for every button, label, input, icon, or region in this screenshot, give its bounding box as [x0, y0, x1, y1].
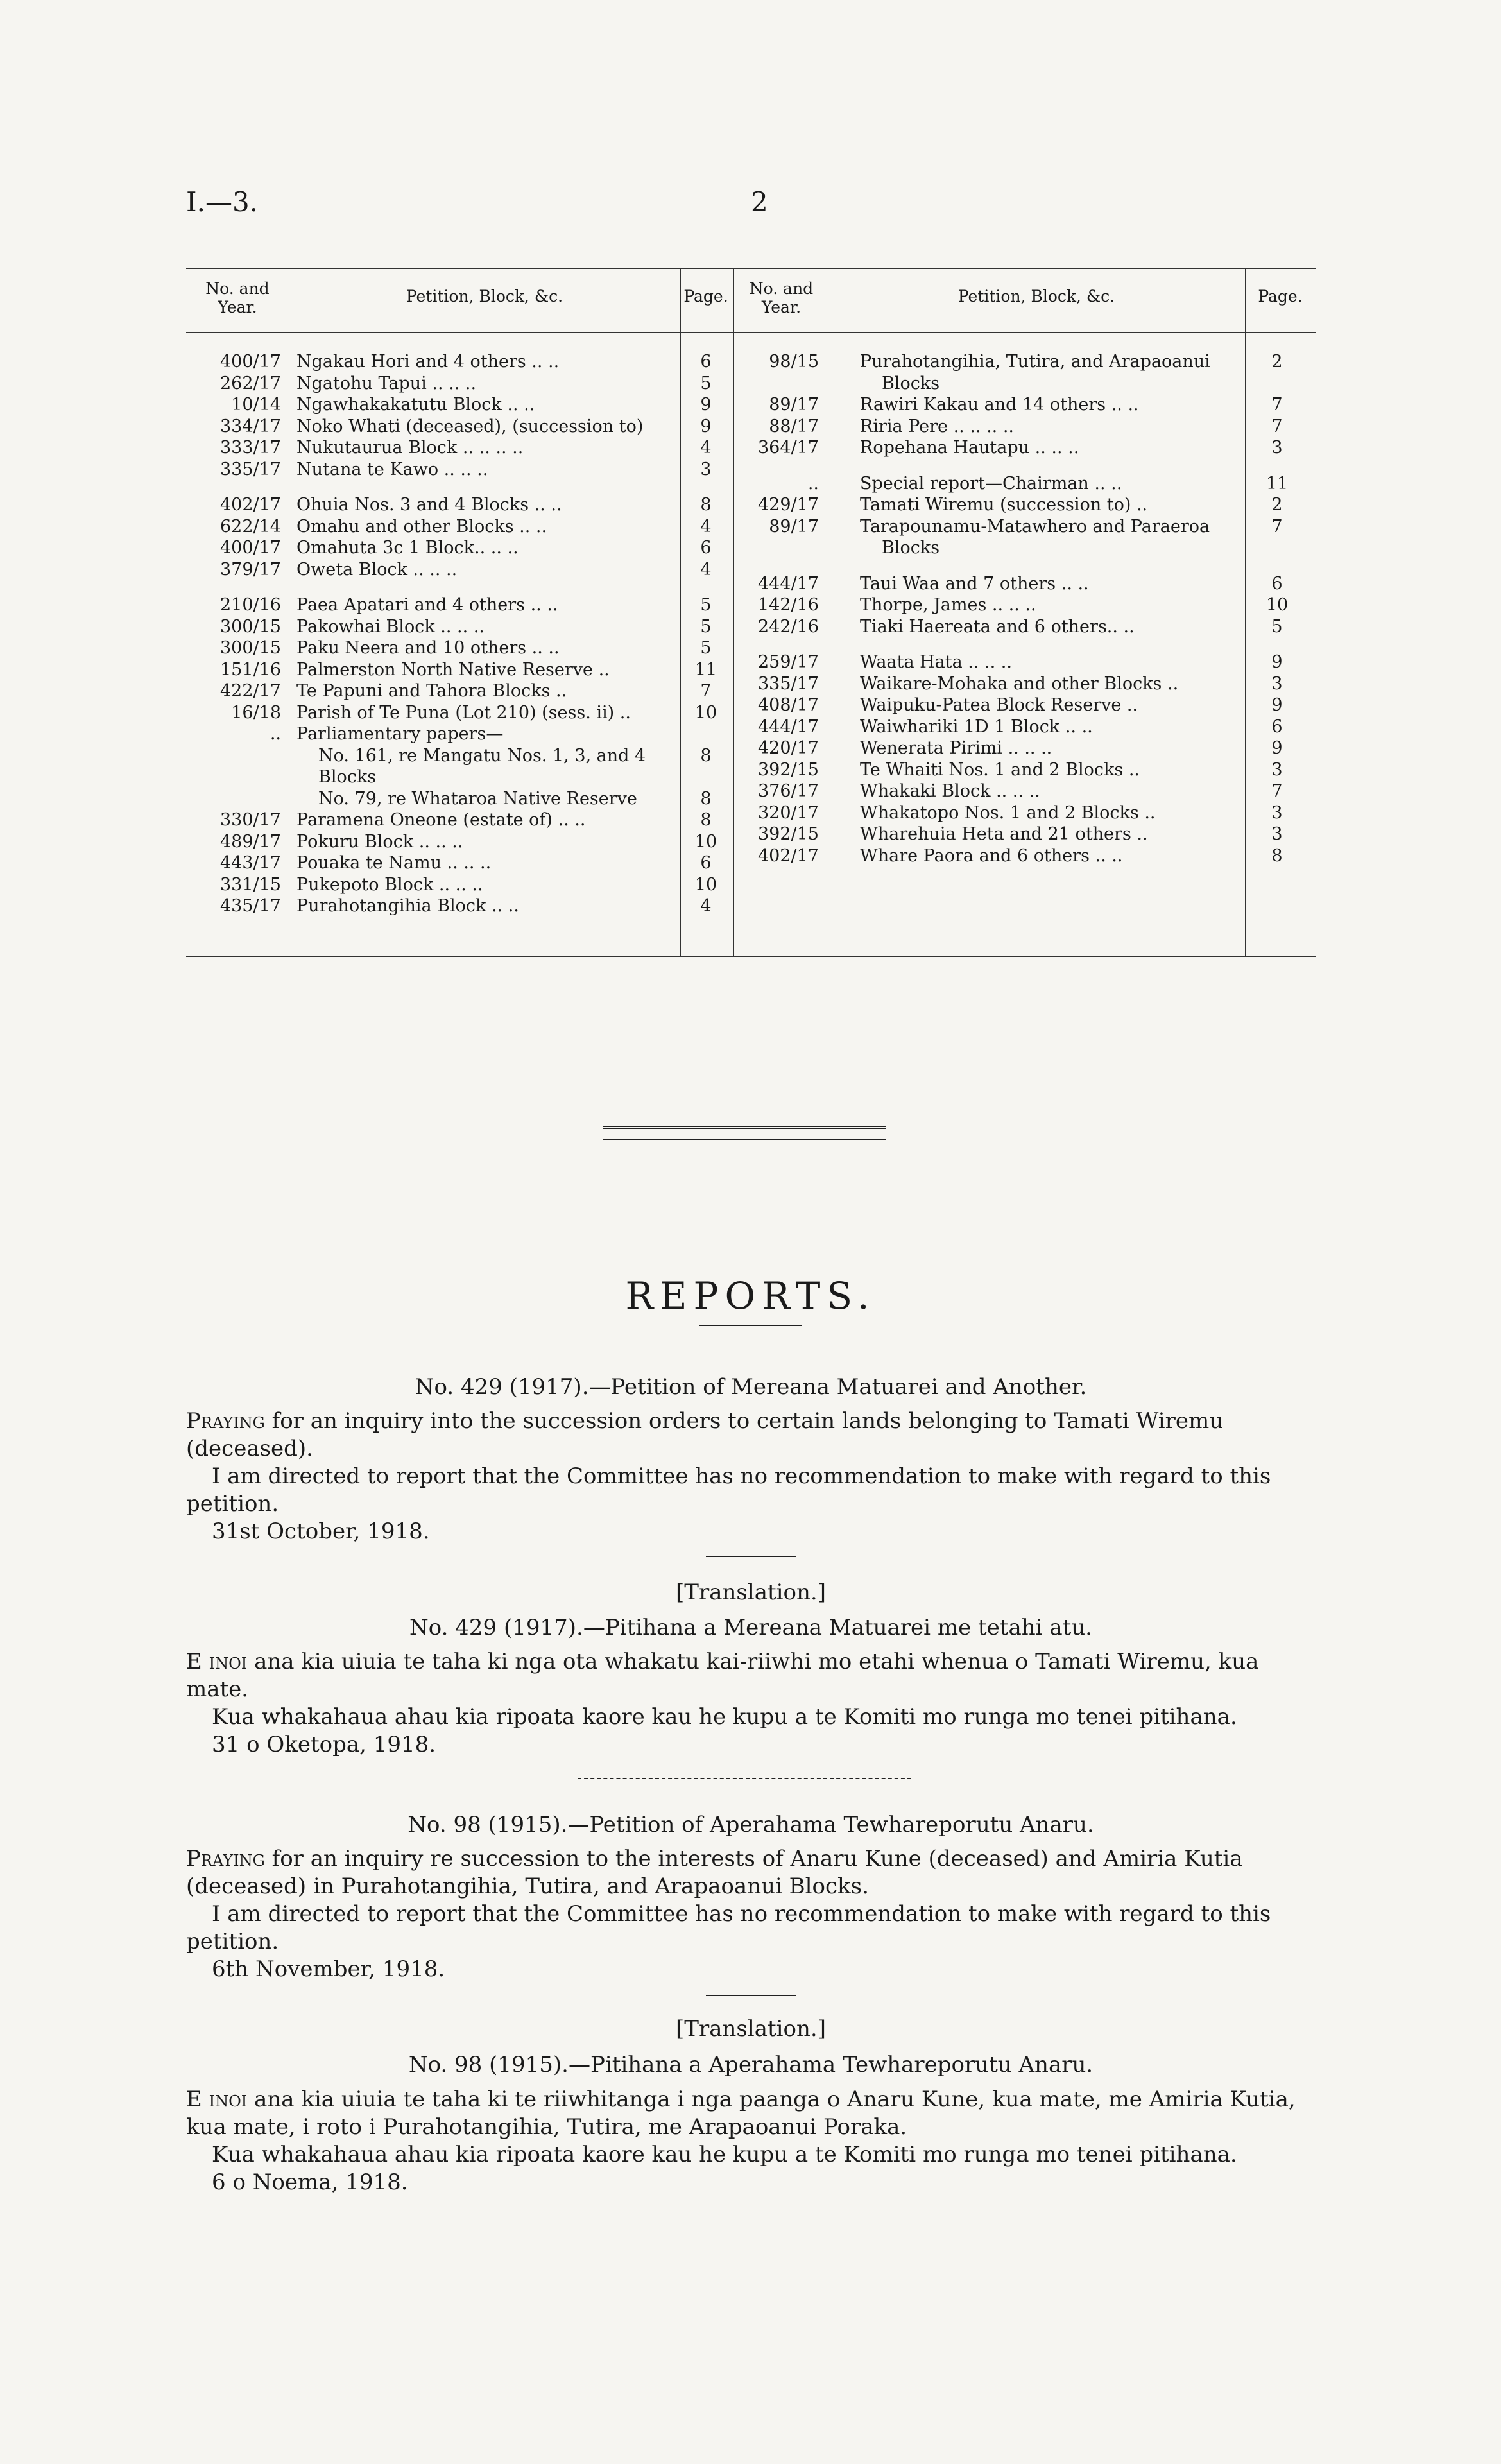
section-separator-thin	[603, 1139, 886, 1140]
row-page: 9	[700, 416, 712, 436]
row-number: 210/16	[220, 595, 281, 615]
section-separator	[603, 1126, 886, 1129]
row-page: 3	[1271, 759, 1283, 780]
row-page: 7	[1271, 416, 1283, 436]
reports-title: REPORTS.	[625, 1274, 876, 1318]
row-page: 6	[1271, 716, 1283, 737]
row-petition: Omahu and other Blocks .. ..	[296, 516, 547, 537]
row-number: 392/15	[758, 759, 819, 780]
row-petition: Omahuta 3c 1 Block.. .. ..	[296, 538, 519, 558]
praying-text: for an inquiry re succession to the interests of Anaru Kune (deceased) and Amiria Kutia (deceased) in Purahotangihia, Tutira, and Arapaoanui Blocks.	[186, 1846, 1243, 1899]
row-number: 89/17	[769, 516, 819, 537]
translation1-label: [Translation.]	[676, 1580, 826, 1605]
row-page: 7	[1271, 395, 1283, 415]
report2-body: I am directed to report that the Committee has no recommendation to make with regard to this petition.	[186, 1901, 1271, 1954]
row-petition: Waikare-Mohaka and other Blocks ..	[860, 673, 1179, 694]
row-petition: Whare Paora and 6 others .. ..	[860, 845, 1123, 866]
row-number: 89/17	[769, 395, 819, 415]
row-number: 262/17	[220, 373, 281, 393]
table-row	[186, 538, 1316, 559]
row-petition: Special report—Chairman .. ..	[860, 473, 1122, 494]
table-row	[186, 574, 1316, 595]
row-page: 8	[700, 788, 712, 809]
inoi-lead: E inoi	[186, 2087, 248, 2112]
table-row	[186, 846, 1316, 867]
translation1-praying	[186, 1648, 1316, 1703]
row-page: 3	[1271, 438, 1283, 458]
row-petition: Waata Hata .. .. ..	[860, 652, 1012, 672]
row-page: 9	[1271, 738, 1283, 758]
table-row	[186, 717, 1316, 738]
row-number: 333/17	[220, 438, 281, 458]
report2-praying	[186, 1845, 1316, 1900]
table-row	[186, 395, 1316, 416]
row-page: 3	[1271, 673, 1283, 694]
row-petition: No. 79, re Whataroa Native Reserve	[318, 788, 637, 809]
row-number: 331/15	[220, 874, 281, 895]
row-number: 402/17	[220, 495, 281, 515]
row-petition: Blocks	[882, 538, 940, 558]
title-underline	[699, 1325, 802, 1326]
header-no-year-2: No. and Year.	[749, 279, 814, 316]
row-page: 10	[694, 702, 717, 723]
table-row	[186, 781, 1316, 802]
inoi-text: ana kia uiuia te taha ki nga ota whakatu kai-riiwhi mo etahi whenua o Tamati Wiremu, kua mate.	[186, 1649, 1259, 1702]
row-petition: Nukutaurua Block .. .. .. ..	[296, 438, 524, 458]
report2-date: 6th November, 1918.	[212, 1956, 445, 1982]
row-page: 7	[1271, 516, 1283, 537]
header-page: Page.	[683, 287, 728, 306]
table-row	[186, 695, 1316, 716]
row-petition: Thorpe, James .. .. ..	[860, 595, 1036, 615]
row-page: 5	[700, 616, 712, 637]
row-page: 2	[1271, 495, 1283, 515]
row-petition: Parish of Te Puna (Lot 210) (sess. ii) ..	[296, 702, 631, 723]
header-no-year: No. and Year.	[205, 279, 270, 316]
report1-praying	[186, 1408, 1316, 1463]
row-petition: Ngawhakakatutu Block .. ..	[296, 395, 535, 415]
row-page: 9	[1271, 695, 1283, 715]
table-row	[186, 617, 1316, 638]
praying-text: for an inquiry into the succession orders to certain lands belonging to Tamati Wiremu (deceased).	[186, 1408, 1224, 1461]
table-row	[186, 738, 1316, 759]
row-petition: Purahotangihia Block .. ..	[296, 896, 519, 916]
row-petition: Tiaki Haereata and 6 others.. ..	[860, 616, 1135, 637]
row-page: 11	[1265, 473, 1289, 494]
report1-date: 31st October, 1918.	[212, 1519, 430, 1544]
page-number: 2	[751, 186, 768, 218]
table-row	[186, 495, 1316, 516]
translation2-date: 6 o Noema, 1918.	[212, 2169, 408, 2195]
index-table	[186, 268, 1316, 974]
short-rule	[706, 1556, 796, 1557]
row-petition: Taui Waa and 7 others .. ..	[860, 573, 1089, 594]
row-number: 142/16	[758, 595, 819, 615]
table-row	[186, 803, 1316, 824]
row-page: 2	[1271, 352, 1283, 372]
row-petition: Pukepoto Block .. .. ..	[296, 874, 483, 895]
row-petition: Noko Whati (deceased), (succession to)	[296, 416, 644, 436]
row-petition: Ohuia Nos. 3 and 4 Blocks .. ..	[296, 495, 562, 515]
row-number: 422/17	[220, 681, 281, 701]
row-petition: Palmerston North Native Reserve ..	[296, 659, 610, 680]
row-number: 444/17	[758, 573, 819, 594]
report1-body: I am directed to report that the Committee has no recommendation to make with regard to this petition.	[186, 1463, 1271, 1517]
row-page: 9	[700, 395, 712, 415]
row-petition: Rawiri Kakau and 14 others .. ..	[860, 395, 1139, 415]
praying-lead: Praying	[186, 1408, 265, 1434]
row-petition: Ropehana Hautapu .. .. ..	[860, 438, 1079, 458]
row-petition: Blocks	[318, 767, 377, 787]
row-page: 3	[700, 459, 712, 479]
table-bottom-rule	[186, 956, 1316, 957]
row-petition: Paramena Oneone (estate of) .. ..	[296, 810, 586, 830]
table-row	[186, 417, 1316, 438]
row-number: 443/17	[220, 853, 281, 873]
row-page: 5	[700, 373, 712, 393]
row-page: 6	[1271, 573, 1283, 594]
row-number: 392/15	[758, 824, 819, 844]
row-petition: Pouaka te Namu .. .. ..	[296, 853, 492, 873]
table-row	[186, 474, 1316, 495]
row-number: 435/17	[220, 896, 281, 916]
table-row	[186, 652, 1316, 673]
row-number: 408/17	[758, 695, 819, 715]
row-petition: Wenerata Pirimi .. .. ..	[860, 738, 1052, 758]
row-number: ..	[270, 724, 281, 744]
row-page: 7	[700, 681, 712, 701]
translation2-label: [Translation.]	[676, 2016, 826, 2042]
row-number: 98/15	[769, 352, 819, 372]
row-page: 10	[1265, 595, 1289, 615]
row-page: 10	[694, 874, 717, 895]
row-page: 4	[700, 559, 712, 580]
table-header-rule	[186, 332, 1316, 333]
row-number: 242/16	[758, 616, 819, 637]
row-number: 330/17	[220, 810, 281, 830]
row-page: 11	[694, 659, 717, 680]
divider-rule	[578, 1778, 911, 1779]
row-number: 622/14	[220, 516, 281, 537]
row-page: 6	[700, 352, 712, 372]
report1-heading: No. 429 (1917).—Petition of Mereana Matuarei and Another.	[415, 1374, 1087, 1400]
row-petition: Tarapounamu-Matawhero and Paraeroa	[860, 516, 1210, 537]
row-number: 88/17	[769, 416, 819, 436]
row-petition: Whakatopo Nos. 1 and 2 Blocks ..	[860, 802, 1156, 823]
row-petition: Parliamentary papers—	[296, 724, 504, 744]
row-petition: Wharehuia Heta and 21 others ..	[860, 824, 1148, 844]
translation1-heading: No. 429 (1917).—Pitihana a Mereana Matuarei me tetahi atu.	[409, 1615, 1092, 1641]
table-row	[186, 374, 1316, 395]
row-page: 3	[1271, 802, 1283, 823]
row-number: 429/17	[758, 495, 819, 515]
inoi-lead: E inoi	[186, 1649, 248, 1675]
row-number: 300/15	[220, 638, 281, 658]
row-page: 8	[700, 745, 712, 766]
row-petition: Purahotangihia, Tutira, and Arapaoanui	[860, 352, 1210, 372]
row-number: 364/17	[758, 438, 819, 458]
row-page: 3	[1271, 824, 1283, 844]
row-petition: Waipuku-Patea Block Reserve ..	[860, 695, 1138, 715]
row-petition: Pokuru Block .. .. ..	[296, 831, 463, 852]
translation1-body: Kua whakahaua ahau kia ripoata kaore kau he kupu a te Komiti mo runga mo tenei pitihana.	[212, 1704, 1237, 1730]
row-page: 6	[700, 538, 712, 558]
row-page: 4	[700, 516, 712, 537]
short-rule	[706, 1995, 796, 1996]
praying-lead: Praying	[186, 1846, 265, 1872]
row-page: 4	[700, 438, 712, 458]
row-petition: Te Whaiti Nos. 1 and 2 Blocks ..	[860, 759, 1140, 780]
row-petition: Paea Apatari and 4 others .. ..	[296, 595, 558, 615]
row-number: 10/14	[231, 395, 281, 415]
table-row	[186, 517, 1316, 538]
row-page: 8	[700, 810, 712, 830]
row-number: 444/17	[758, 716, 819, 737]
row-number: 402/17	[758, 845, 819, 866]
row-page: 6	[700, 853, 712, 873]
row-page: 10	[694, 831, 717, 852]
row-petition: Ngatohu Tapui .. .. ..	[296, 373, 477, 393]
table-row	[186, 875, 1316, 896]
translation2-body: Kua whakahaua ahau kia ripoata kaore kau he kupu a te Komiti mo runga mo tenei pitihana.	[212, 2142, 1237, 2167]
row-petition: Tamati Wiremu (succession to) ..	[860, 495, 1148, 515]
row-page: 9	[1271, 652, 1283, 672]
table-row	[186, 352, 1316, 373]
table-row	[186, 438, 1316, 459]
report2-heading: No. 98 (1915).—Petition of Aperahama Tewhareporutu Anaru.	[407, 1812, 1094, 1838]
row-number: 300/15	[220, 616, 281, 637]
row-number: 379/17	[220, 559, 281, 580]
row-page: 4	[700, 896, 712, 916]
row-petition: Pakowhai Block .. .. ..	[296, 616, 485, 637]
translation2-heading: No. 98 (1915).—Pitihana a Aperahama Tewhareporutu Anaru.	[408, 2052, 1094, 2078]
row-petition: No. 161, re Mangatu Nos. 1, 3, and 4	[318, 745, 646, 766]
row-page: 5	[700, 638, 712, 658]
row-page: 7	[1271, 781, 1283, 801]
document-code: I.—3.	[186, 186, 259, 218]
row-number: ..	[807, 473, 819, 494]
table-row	[186, 824, 1316, 845]
header-petition: Petition, Block, &c.	[406, 287, 563, 306]
row-petition: Blocks	[882, 373, 940, 393]
translation1-date: 31 o Oketopa, 1918.	[212, 1732, 436, 1757]
row-number: 335/17	[220, 459, 281, 479]
row-number: 400/17	[220, 352, 281, 372]
row-page: 5	[1271, 616, 1283, 637]
row-petition: Te Papuni and Tahora Blocks ..	[296, 681, 567, 701]
row-page: 8	[1271, 845, 1283, 866]
table-top-rule	[186, 268, 1316, 269]
page-header	[186, 186, 1316, 225]
row-petition: Whakaki Block .. .. ..	[860, 781, 1040, 801]
row-number: 259/17	[758, 652, 819, 672]
row-page: 5	[700, 595, 712, 615]
row-petition: Oweta Block .. .. ..	[296, 559, 458, 580]
row-petition: Paku Neera and 10 others .. ..	[296, 638, 560, 658]
row-petition: Nutana te Kawo .. .. ..	[296, 459, 488, 479]
header-page-2: Page.	[1258, 287, 1303, 306]
header-petition-2: Petition, Block, &c.	[957, 287, 1115, 306]
table-row	[186, 674, 1316, 695]
row-number: 320/17	[758, 802, 819, 823]
row-number: 16/18	[231, 702, 281, 723]
row-petition: Ngakau Hori and 4 others .. ..	[296, 352, 560, 372]
row-petition: Riria Pere .. .. .. ..	[860, 416, 1014, 436]
row-number: 151/16	[220, 659, 281, 680]
table-row	[186, 595, 1316, 616]
row-number: 420/17	[758, 738, 819, 758]
row-number: 376/17	[758, 781, 819, 801]
row-petition: Waiwhariki 1D 1 Block .. ..	[860, 716, 1093, 737]
row-number: 400/17	[220, 538, 281, 558]
inoi-text: ana kia uiuia te taha ki te riiwhitanga i nga paanga o Anaru Kune, kua mate, me Amiria Kutia, kua mate, i roto i Purahotangihia, Tutira, me Arapaoanui Poraka.	[186, 2087, 1296, 2140]
row-page: 8	[700, 495, 712, 515]
translation2-praying	[186, 2086, 1316, 2141]
row-number: 335/17	[758, 673, 819, 694]
row-number: 334/17	[220, 416, 281, 436]
row-number: 489/17	[220, 831, 281, 852]
table-row	[186, 896, 1316, 917]
table-row	[186, 760, 1316, 781]
